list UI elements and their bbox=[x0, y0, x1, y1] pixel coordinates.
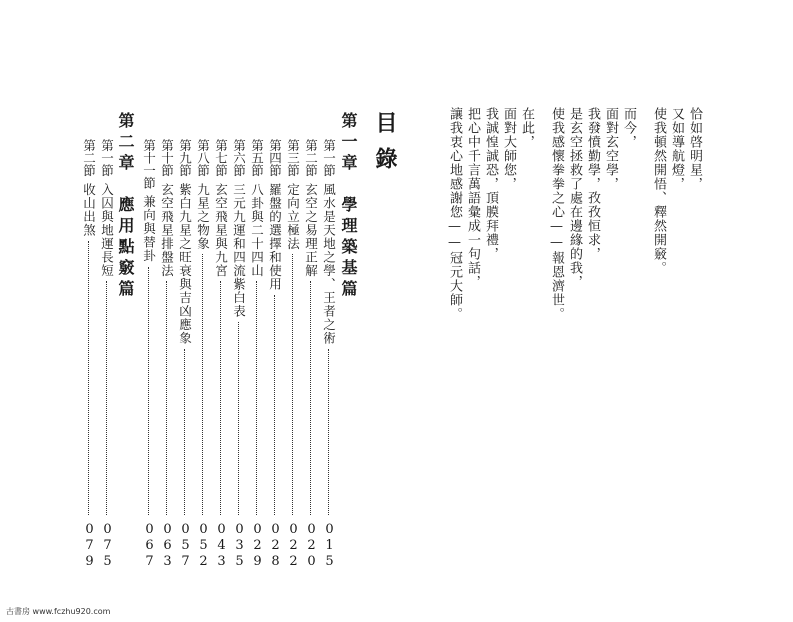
section-label: 第五節 bbox=[249, 139, 265, 177]
section-label: 第二節 bbox=[303, 139, 319, 177]
page-number: 028 bbox=[268, 522, 283, 570]
toc-entry-text bbox=[304, 139, 317, 277]
section-label: 第九節 bbox=[177, 139, 193, 177]
preface-line: 在此， bbox=[519, 107, 534, 149]
toc-entry-text bbox=[100, 139, 113, 277]
toc-entry-text bbox=[232, 139, 245, 318]
section-label: 第四節 bbox=[267, 139, 283, 177]
page-number: 079 bbox=[82, 522, 97, 570]
dot-leader bbox=[310, 281, 312, 515]
preface-line: 使我感懷拳拳之心——報恩濟世。 bbox=[549, 107, 564, 321]
section-title: 定向立極法 bbox=[285, 182, 301, 250]
section-label: 第一節 bbox=[321, 139, 337, 177]
section-title: 玄空之易理正解 bbox=[303, 182, 319, 277]
section-title: 羅盤的選擇和使用 bbox=[267, 182, 283, 291]
dot-leader bbox=[292, 254, 294, 515]
preface-line: 把心中千言萬語彙成一句話， bbox=[465, 107, 480, 289]
page-number: 035 bbox=[232, 522, 247, 570]
toc-entry-text bbox=[268, 139, 281, 291]
dot-leader bbox=[88, 241, 90, 516]
page-number: 052 bbox=[196, 522, 211, 570]
section-label: 第一節 bbox=[99, 139, 115, 177]
section-label: 第七節 bbox=[213, 139, 229, 177]
section-title: 兼向與替卦 bbox=[141, 195, 157, 263]
section-label: 第十一節 bbox=[141, 139, 157, 189]
section-label: 第三節 bbox=[285, 139, 301, 177]
preface-line: 使我頓然開悟、釋然開竅。 bbox=[651, 107, 666, 275]
page-number: 015 bbox=[322, 522, 337, 570]
preface-line: 又如導航燈， bbox=[669, 107, 684, 191]
chapter-heading: 第一章 學理築基篇 bbox=[339, 112, 358, 301]
section-title: 收山出煞 bbox=[81, 182, 97, 237]
preface-line: 讓我衷心地感謝您——冠元大師。 bbox=[447, 107, 462, 321]
section-title: 八卦與二十四山 bbox=[249, 182, 265, 277]
dot-leader bbox=[220, 281, 222, 515]
toc-title: 目錄 bbox=[372, 111, 398, 183]
dot-leader bbox=[328, 349, 330, 516]
preface-line: 而今， bbox=[621, 107, 636, 149]
dot-leader bbox=[202, 254, 204, 515]
section-title: 玄空飛星排盤法 bbox=[159, 182, 175, 277]
page-number: 067 bbox=[142, 522, 157, 570]
section-title: 紫白九星之旺衰與吉凶應象 bbox=[177, 182, 193, 345]
dot-leader bbox=[274, 295, 276, 516]
toc-entry-text bbox=[160, 139, 173, 277]
section-label: 第八節 bbox=[195, 139, 211, 177]
section-label: 第六節 bbox=[231, 139, 247, 177]
toc-entry-text bbox=[196, 139, 209, 250]
section-label: 第二節 bbox=[81, 139, 97, 177]
preface-line: 面對玄空學， bbox=[603, 107, 618, 191]
preface-line: 面對大師您， bbox=[501, 107, 516, 191]
preface-line: 恰如啓明星， bbox=[687, 107, 702, 191]
page-number: 063 bbox=[160, 522, 175, 570]
page-number: 057 bbox=[178, 522, 193, 570]
section-label: 第十節 bbox=[159, 139, 175, 177]
preface-line: 是玄空拯救了處在邊緣的我， bbox=[567, 107, 582, 289]
toc-entry-text bbox=[142, 139, 155, 263]
section-title: 九星之物象 bbox=[195, 182, 211, 250]
dot-leader bbox=[256, 281, 258, 515]
toc-entry-text bbox=[250, 139, 263, 277]
toc-entry-text bbox=[322, 139, 335, 345]
section-title: 三元九運和四流紫白表 bbox=[231, 182, 247, 318]
toc-entry-text bbox=[82, 139, 95, 237]
section-title: 玄空飛星與九宮 bbox=[213, 182, 229, 277]
section-title: 入囚與地運長短 bbox=[99, 182, 115, 277]
dot-leader bbox=[166, 281, 168, 515]
page-number: 029 bbox=[250, 522, 265, 570]
toc-entry-text bbox=[178, 139, 191, 345]
section-title: 風水是天地之學、王者之術 bbox=[321, 182, 337, 345]
dot-leader bbox=[238, 322, 240, 516]
page-number: 020 bbox=[304, 522, 319, 570]
page-number: 075 bbox=[100, 522, 115, 570]
dot-leader bbox=[184, 349, 186, 516]
page-number: 043 bbox=[214, 522, 229, 570]
toc-entry-text bbox=[214, 139, 227, 277]
preface-line: 我發憤勤學，孜孜恒求， bbox=[585, 107, 600, 261]
footer-watermark: 古書房 www.fczhu920.com bbox=[6, 607, 111, 616]
dot-leader bbox=[106, 281, 108, 515]
dot-leader bbox=[148, 267, 150, 516]
page-number: 022 bbox=[286, 522, 301, 570]
toc-entry-text bbox=[286, 139, 299, 250]
chapter-heading: 第二章 應用點竅篇 bbox=[116, 112, 135, 301]
preface-line: 我誠惶誠恐，頂膜拜禮， bbox=[483, 107, 498, 261]
